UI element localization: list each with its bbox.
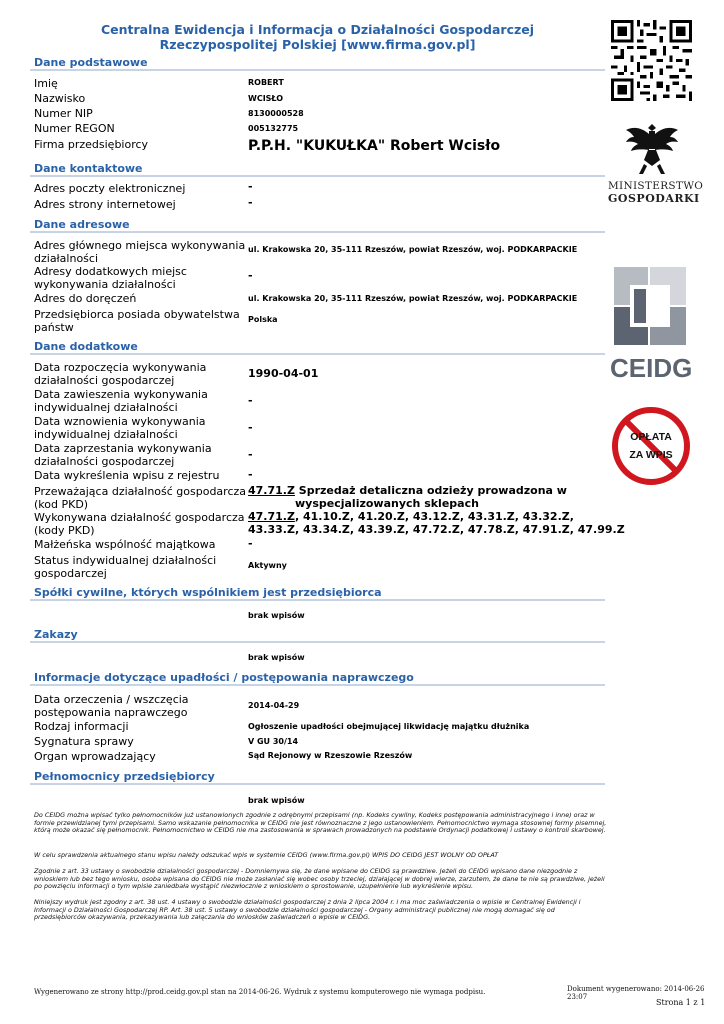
- pkd-codes-line1: , 41.10.Z, 41.20.Z, 43.12.Z, 43.31.Z, 43.32.Z,: [294, 510, 574, 523]
- value-sygnatura: V GU 30/14: [248, 737, 299, 746]
- title-line-1: Centralna Ewidencja i Informacja o Działalności Gospodarczej: [100, 22, 535, 37]
- label-data-zawieszenia: Data zawieszenia wykonywania indywidualnej działalności: [34, 388, 208, 414]
- qr-code-icon: [611, 20, 692, 101]
- label-rodzaj-informacji: Rodzaj informacji: [34, 720, 129, 733]
- label-organ: Organ wprowadzający: [34, 750, 156, 763]
- section-upadlosc: Informacje dotyczące upadłości / postępowania naprawczego: [30, 671, 605, 686]
- label-przewazajaca-pkd: Przeważająca działalność gospodarcza (kod PKD): [34, 485, 247, 511]
- page-title: [30, 22, 605, 52]
- section-dane-dodatkowe: Dane dodatkowe: [30, 340, 605, 355]
- value-wspolnosc-majatkowa: -: [248, 537, 253, 550]
- value-nip: 8130000528: [248, 109, 304, 118]
- label-www: Adres strony internetowej: [34, 198, 176, 211]
- label-regon: Numer REGON: [34, 122, 115, 135]
- title-line-2: Rzeczypospolitej Polskiej [www.firma.gov.pl]: [159, 37, 476, 52]
- section-spolki-cywilne: Spółki cywilne, których wspólnikiem jest przedsiębiorca: [30, 586, 605, 601]
- value-adres-doreczen: ul. Krakowska 20, 35-111 Rzeszów, powiat Rzeszów, woj. PODKARPACKIE: [248, 294, 578, 303]
- value-obywatelstwo: Polska: [248, 315, 278, 324]
- footnote-sprawdzenie: W celu sprawdzenia aktualnego stanu wpisu należy odszukać wpis w systemie CEIDG (www.firma.gov.pl) WPIS DO CEIDG JEST WOLNY OD OPŁAT: [34, 851, 499, 859]
- value-email: -: [248, 180, 253, 193]
- footnote-art38: Niniejszy wydruk jest zgodny z art. 38 ust. 4 ustawy o swobodzie działalności gospodarczej z dnia 2 lipca 2004 r. i ma moc zaświadczenia o wpisie w Centralnej Ewidencji i Informacji o Działalności Gospodarczej RP. Art. 38 ust. 5 ustawy o swobodzie działalności gospodarczej - Organy administracji publicznej nie mogą domagać się od przedsiębiorców okazywania, przekazywania lub załączania do wniosków zaświadczeń o wpisie w CEIDG.: [34, 898, 581, 922]
- value-data-rozpoczecia: 1990-04-01: [248, 367, 319, 380]
- value-pelnomocnicy: brak wpisów: [248, 796, 305, 805]
- eagle-emblem-icon: [622, 120, 682, 178]
- section-dane-kontaktowe: Dane kontaktowe: [30, 162, 605, 177]
- value-nazwisko: WCISŁO: [248, 94, 284, 103]
- value-adres-glowny: ul. Krakowska 20, 35-111 Rzeszów, powiat Rzeszów, woj. PODKARPACKIE: [248, 245, 578, 254]
- value-firma: P.P.H. "KUKUŁKA" Robert Wcisło: [248, 138, 501, 154]
- section-pelnomocnicy: Pełnomocnicy przedsiębiorcy: [30, 770, 605, 785]
- value-www: -: [248, 196, 253, 209]
- stamp-line2: ZA WPIS: [629, 449, 673, 461]
- value-rodzaj-informacji: Ogłoszenie upadłości obejmującej likwidację majątku dłużnika: [248, 722, 530, 731]
- value-spolki: brak wpisów: [248, 611, 305, 620]
- label-data-rozpoczecia: Data rozpoczęcia wykonywania działalności gospodarczej: [34, 361, 207, 387]
- value-data-zaprzestania: -: [248, 448, 253, 461]
- pkd-code-link[interactable]: 47.71.Z: [248, 510, 295, 523]
- label-obywatelstwo: Przedsiębiorca posiada obywatelstwa państw: [34, 308, 240, 334]
- value-przewazajaca-pkd: [248, 485, 567, 510]
- ceidg-mark-icon: [610, 265, 690, 347]
- label-wspolnosc-majatkowa: Małżeńska wspólność majątkowa: [34, 538, 216, 551]
- value-data-wykreslenia: -: [248, 468, 253, 481]
- document-generated: Dokument wygenerowano: 2014-06-26 23:07: [567, 985, 705, 1001]
- pkd-description-line2: wyspecjalizowanych sklepach: [295, 496, 479, 510]
- label-imie: Imię: [34, 77, 58, 90]
- value-data-orzeczenia: 2014-04-29: [248, 701, 300, 710]
- stamp-line1: OPŁATA: [630, 431, 672, 443]
- label-wykonywana-pkd: Wykonywana działalność gospodarcza (kody PKD): [34, 511, 245, 537]
- pkd-code-link[interactable]: 47.71.Z: [248, 484, 295, 497]
- pkd-codes-line2: 43.33.Z, 43.34.Z, 43.39.Z, 47.72.Z, 47.78.Z, 47.91.Z, 47.99.Z: [248, 522, 625, 536]
- value-data-wznowienia: -: [248, 421, 253, 434]
- value-organ: Sąd Rejonowy w Rzeszowie Rzeszów: [248, 751, 413, 760]
- page-number: Strona 1 z 1: [656, 998, 706, 1007]
- footnote-art33: Zgodnie z art. 33 ustawy o swobodzie działalności gospodarczej - Domniemywa się, że dane wpisane do CEIDG są prawdziwe. Jeżeli do CEIDG wpisano dane niezgodnie z wnioskiem lub bez tego wniosku, osoba wpisana do CEIDG nie może zasłaniać się wobec osoby trzeciej, działającej w dobrej wierze, zarzutem, że dane te nie są prawdziwe, jeżeli po powzięciu informacji o tym wpisie zaniedbała wystąpić niezwłocznie z wnioskiem o sprostowanie, uzupełnienie lub wykreślenie wpisu.: [34, 867, 605, 891]
- label-data-wznowienia: Data wznowienia wykonywania indywidualnej działalności: [34, 415, 206, 441]
- label-data-orzeczenia: Data orzeczenia / wszczęcia postępowania naprawczego: [34, 693, 189, 719]
- value-regon: 005132775: [248, 124, 299, 133]
- label-data-zaprzestania: Data zaprzestania wykonywania działalności gospodarczej: [34, 442, 212, 468]
- label-nip: Numer NIP: [34, 107, 93, 120]
- generated-note: Wygenerowano ze strony http://prod.ceidg.gov.pl stan na 2014-06-26. Wydruk z systemu komputerowego nie wymaga podpisu.: [34, 988, 486, 996]
- label-sygnatura: Sygnatura sprawy: [34, 735, 134, 748]
- pkd-description: Sprzedaż detaliczna odzieży prowadzona w: [298, 484, 567, 497]
- label-firma: Firma przedsiębiorcy: [34, 138, 149, 151]
- label-status: Status indywidualnej działalności gospodarczej: [34, 554, 217, 580]
- ministry-logo: [608, 180, 704, 205]
- ministry-line1: MINISTERSTWO: [608, 180, 704, 192]
- ceidg-logo: [610, 265, 693, 383]
- section-zakazy: Zakazy: [30, 628, 605, 643]
- value-wykonywana-pkd: [248, 511, 625, 536]
- value-zakazy: brak wpisów: [248, 653, 305, 662]
- ministry-line2: GOSPODARKI: [608, 192, 700, 205]
- label-adresy-dodatkowe: Adresy dodatkowych miejsc wykonywania działalności: [34, 265, 187, 291]
- label-email: Adres poczty elektronicznej: [34, 182, 186, 195]
- label-data-wykreslenia: Data wykreślenia wpisu z rejestru: [34, 469, 220, 482]
- footnote-pelnomocnicy: Do CEIDG można wpisać tylko pełnomocników już ustanowionych zgodnie z odrębnymi przepisami (np. Kodeks cywilny, Kodeks postępowania administracyjnego i inne) oraz w formie przewidzianej tymi przepisami. Samo wskazanie pełnomocnika w CEIDG nie jest równoznaczne z jego ustanowieniem. Pełnomocnictwo wymaga stosownej formy pisemnej, którą może okazać się pełnomocnik. Pełnomocnictwo w CEIDG nie ma zastosowania w sprawach prowadzonych na podstawie Ordynacji podatkowej i ustawy o kontroli skarbowej.: [34, 811, 607, 835]
- label-nazwisko: Nazwisko: [34, 92, 86, 105]
- ceidg-wordmark: CEIDG: [610, 353, 693, 383]
- section-dane-adresowe: Dane adresowe: [30, 218, 605, 233]
- label-adres-glowny: Adres głównego miejsca wykonywania działalności: [34, 239, 246, 265]
- value-status: Aktywny: [248, 561, 287, 570]
- value-data-zawieszenia: -: [248, 394, 253, 407]
- label-adres-doreczen: Adres do doręczeń: [34, 292, 137, 305]
- no-fee-stamp: [610, 405, 692, 487]
- value-imie: ROBERT: [248, 78, 284, 87]
- value-adresy-dodatkowe: -: [248, 269, 253, 282]
- section-dane-podstawowe: Dane podstawowe: [30, 56, 605, 71]
